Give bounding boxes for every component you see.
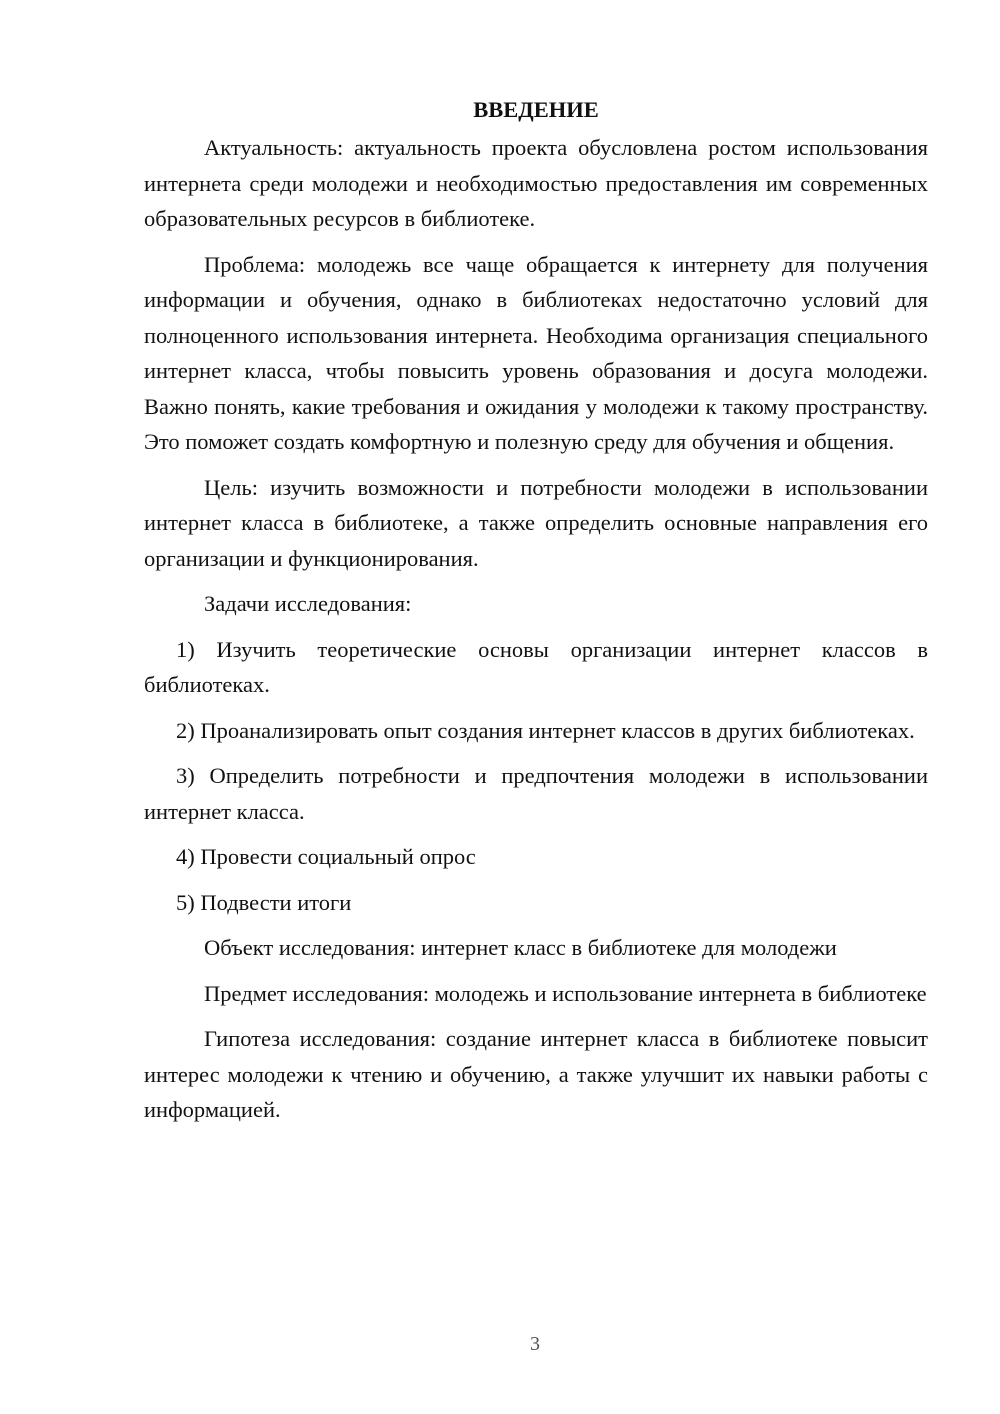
paragraph-hypothesis: Гипотеза исследования: создание интернет класса в библиотеке повысит интерес молодежи к чтению и обучению, а также улучшит их навыки работы с информацией.	[144, 1026, 928, 1122]
task-item-4: 4) Провести социальный опрос	[176, 844, 476, 869]
task-item-2: 2) Проанализировать опыт создания интернет классов в других библиотеках.	[176, 717, 915, 743]
paragraph-object: Объект исследования: интернет класс в библиотеке для молодежи	[204, 935, 837, 960]
page-content	[144, 92, 928, 1128]
page-number: 3	[530, 1333, 540, 1355]
paragraph-subject: Предмет исследования: молодежь и использование интернета в библиотеке	[204, 980, 927, 1006]
paragraph-goal: Цель: изучить возможности и потребности молодежи в использовании интернет класса в библиотеке, а также определить основные направления его организации и функционирования.	[144, 474, 928, 571]
paragraph-tasks-heading: Задачи исследования:	[204, 591, 412, 616]
paragraph-relevance: Актуальность: актуальность проекта обусловлена ростом использования интернета среди молодежи и необходимостью предоставления им современных образовательных ресурсов в библиотеке.	[144, 135, 928, 231]
task-item-1: 1) Изучить теоретические основы организации интернет классов в библиотеках.	[144, 636, 928, 697]
task-item-5: 5) Подвести итоги	[176, 889, 352, 915]
page-title: ВВЕДЕНИЕ	[473, 97, 599, 122]
task-item-3: 3) Определить потребности и предпочтения молодежи в использовании интернет класса.	[144, 763, 928, 824]
paragraph-problem: Проблема: молодежь все чаще обращается к интернету для получения информации и обучения, однако в библиотеках недостаточно условий для полноценного использования интернета. Необходима организация специального интернет класса, чтобы повысить уровень образования и досуга молодежи. Важно понять, какие требования и ожидания у молодежи к такому пространству. Это поможет создать комфортную и полезную среду для обучения и общения.	[144, 251, 928, 454]
